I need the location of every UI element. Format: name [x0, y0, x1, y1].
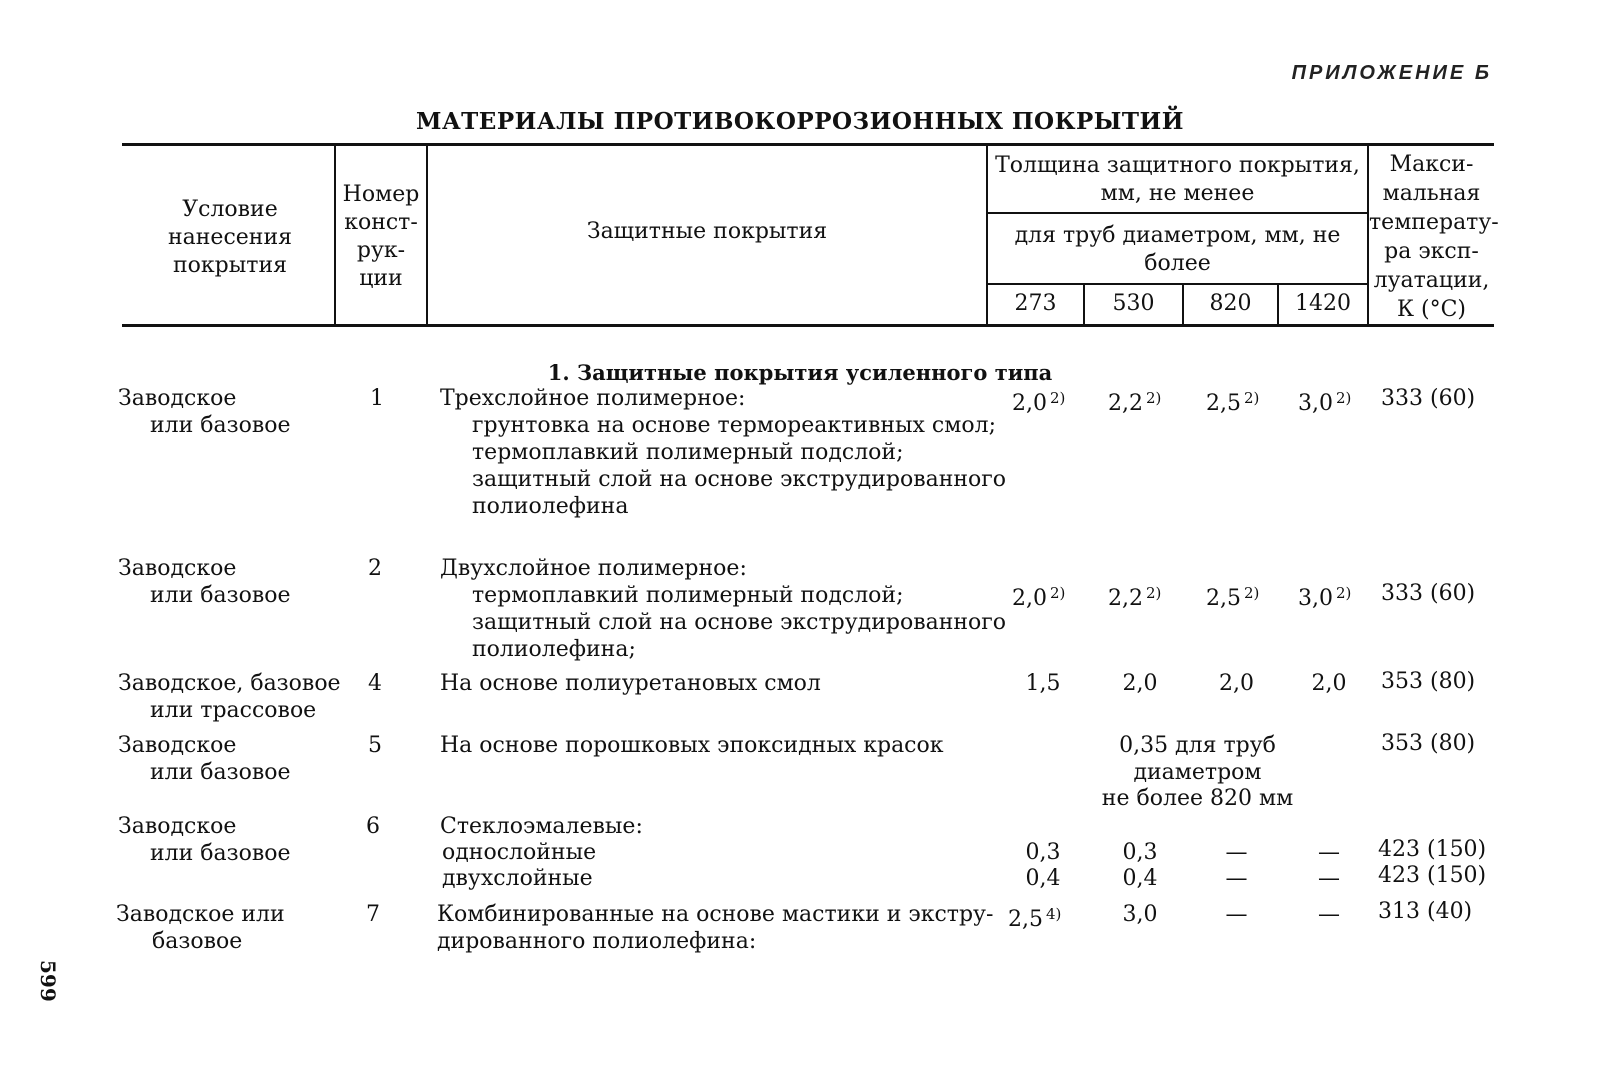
appendix-label: ПРИЛОЖЕНИЕ Б: [1291, 62, 1492, 84]
row5-sub2-temp: 423 (150): [1378, 863, 1487, 888]
row3-v273: 1,5: [1025, 671, 1061, 696]
row3-number: 4: [368, 671, 382, 696]
row3-temp: 353 (80): [1381, 669, 1476, 694]
row6-v530: 3,0: [1122, 902, 1158, 927]
row2-number: 2: [368, 556, 382, 581]
row4-desc: На основе порошковых эпоксидных красок: [440, 733, 944, 758]
row6-v273: 2,5 $^{4)}$: [1008, 905, 1062, 932]
row6-desc: дированного полиолефина:: [437, 929, 757, 954]
row5-sub1-v820: —: [1225, 840, 1248, 865]
row5-sub2-label: двухслойные: [442, 866, 593, 891]
row5-number: 6: [366, 814, 380, 839]
row1-v1420: 3,0 $^{2)}$: [1298, 389, 1352, 416]
row3-v1420: 2,0: [1311, 671, 1347, 696]
header-d530: 530: [1112, 291, 1155, 316]
row5-condition: Заводское: [118, 814, 237, 839]
row2-v820: 2,5 $^{2)}$: [1206, 584, 1260, 611]
header-d820: 820: [1209, 291, 1252, 316]
header-max-temp: Макси-мальная температу-ра эксп-луатации, К (°С): [1369, 152, 1499, 322]
row5-sub1-v530: 0,3: [1122, 840, 1158, 865]
row4-number: 5: [368, 733, 382, 758]
row1-desc: защитный слой на основе экструдированного: [472, 467, 1007, 492]
row3-condition: или трассовое: [150, 698, 317, 723]
row4-span: не более 820 мм: [1101, 786, 1294, 811]
row-divider: [986, 283, 1369, 285]
row6-v820: —: [1225, 902, 1248, 927]
row-divider: [986, 212, 1369, 214]
row3-desc: На основе полиуретановых смол: [440, 671, 821, 696]
row1-desc: термоплавкий полимерный подслой;: [472, 440, 904, 465]
row1-condition: Заводское: [118, 386, 237, 411]
row2-v1420: 3,0 $^{2)}$: [1298, 584, 1352, 611]
row4-condition: Заводское: [118, 733, 237, 758]
row6-temp: 313 (40): [1378, 899, 1473, 924]
row1-v530: 2,2 $^{2)}$: [1108, 389, 1162, 416]
row2-desc: термоплавкий полимерный подслой;: [472, 583, 904, 608]
header-d1420: 1420: [1295, 291, 1351, 316]
table-header-bottom-rule: [122, 324, 1494, 327]
row3-condition: Заводское, базовое: [118, 671, 341, 696]
row6-desc: Комбинированные на основе мастики и экстру-: [437, 902, 994, 927]
row3-v530: 2,0: [1122, 671, 1158, 696]
row6-v1420: —: [1318, 902, 1340, 927]
row5-sub1-v1420: —: [1318, 840, 1340, 865]
row4-condition: или базовое: [150, 760, 291, 785]
row6-condition: Заводское или: [116, 902, 285, 927]
row6-condition: базовое: [152, 929, 243, 954]
row5-sub2-v530: 0,4: [1122, 866, 1158, 891]
row5-sub1-label: однослойные: [442, 840, 597, 865]
section-title: 1. Защитные покрытия усиленного типа: [547, 360, 1053, 385]
row1-desc: Трехслойное полимерное:: [440, 386, 746, 411]
row5-sub1-temp: 423 (150): [1378, 837, 1487, 862]
row2-v530: 2,2 $^{2)}$: [1108, 584, 1162, 611]
row4-span: 0,35 для труб: [1119, 733, 1276, 758]
page-number: 599: [36, 960, 60, 1002]
row5-sub1-v273: 0,3: [1025, 840, 1061, 865]
row5-desc: Стеклоэмалевые:: [440, 814, 643, 839]
row4-span: диаметром: [1133, 760, 1262, 785]
header-number: Номер конст-рук-ции: [342, 182, 420, 291]
row5-sub2-v273: 0,4: [1025, 866, 1061, 891]
row5-sub2-v1420: —: [1318, 866, 1340, 891]
row4-temp: 353 (80): [1381, 731, 1476, 756]
row3-v820: 2,0: [1219, 671, 1254, 696]
row2-v273: 2,0 $^{2)}$: [1012, 584, 1066, 611]
row5-sub2-v820: —: [1225, 866, 1248, 891]
row2-desc: полиолефина;: [472, 637, 636, 662]
header-diameter: для труб диаметром, мм, не более: [1014, 223, 1341, 276]
row1-temp: 333 (60): [1381, 386, 1476, 411]
header-thickness: Толщина защитного покрытия, мм, не менее: [995, 153, 1360, 206]
row1-condition: или базовое: [150, 413, 291, 438]
header-condition: Условие нанесения покрытия: [167, 197, 292, 278]
row1-number: 1: [370, 386, 384, 411]
row1-v273: 2,0 $^{2)}$: [1012, 389, 1066, 416]
row1-v820: 2,5 $^{2)}$: [1206, 389, 1260, 416]
table-top-rule: [122, 143, 1494, 146]
row2-condition: Заводское: [118, 556, 237, 581]
row5-condition: или базовое: [150, 841, 291, 866]
header-d273: 273: [1014, 291, 1057, 316]
row1-desc: грунтовка на основе термореактивных смол;: [472, 413, 996, 438]
row2-desc: защитный слой на основе экструдированного: [472, 610, 1007, 635]
row2-temp: 333 (60): [1381, 581, 1476, 606]
row2-condition: или базовое: [150, 583, 291, 608]
row1-desc: полиолефина: [472, 494, 629, 519]
row2-desc: Двухслойное полимерное:: [440, 556, 747, 581]
page-title: МАТЕРИАЛЫ ПРОТИВОКОРРОЗИОННЫХ ПОКРЫТИЙ: [415, 108, 1185, 135]
row6-number: 7: [366, 902, 380, 927]
header-coatings: Защитные покрытия: [586, 219, 828, 244]
